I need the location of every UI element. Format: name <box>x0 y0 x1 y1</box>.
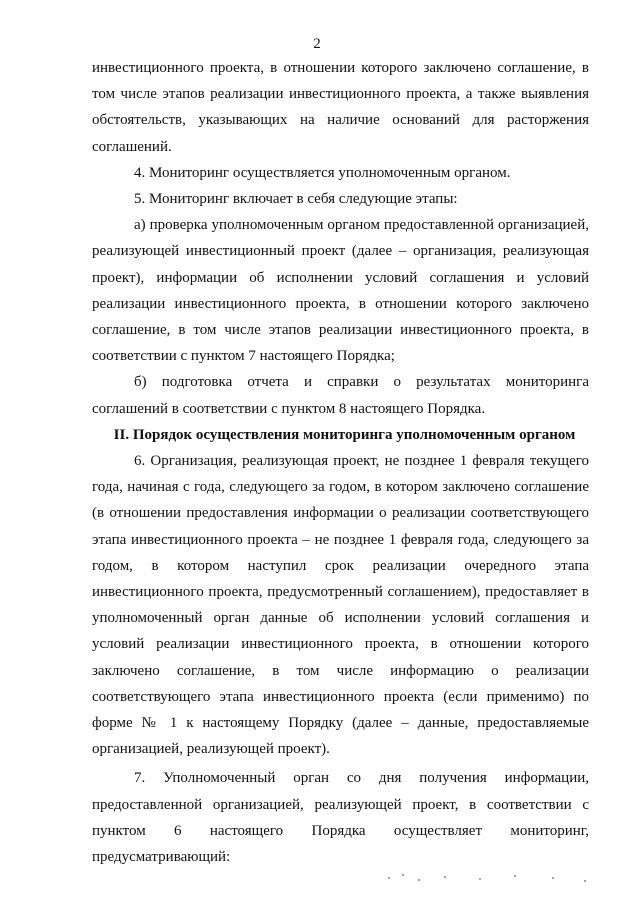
paragraph-item-4: 4. Мониторинг осуществляется уполномоченным органом. <box>134 164 511 181</box>
paragraph-item-7: 7. Уполномоченный орган со дня получения информации, предоставленной организацией, реализующей проект, в соответствии с пунктом 6 настоящего Порядка осуществляет мониторинг, предусматривающий: <box>92 770 589 866</box>
document-body <box>92 55 589 870</box>
paragraph-item-5: 5. Мониторинг включает в себя следующие этапы: <box>134 191 458 208</box>
scan-noise <box>384 871 604 885</box>
section-heading: II. Порядок осуществления мониторинга уполномоченным органом <box>113 426 576 443</box>
page-number: 2 <box>313 36 321 52</box>
paragraph-item-6: 6. Организация, реализующая проект, не позднее 1 февраля текущего года, начиная с года, следующего за годом, в котором заключено соглашение (в отношении предоставления информации о реализации соответствующего этапа инвестиционного проекта – не позднее 1 февраля года, следующего за годом, в котором наступил срок реализации очередного этапа инвестиционного проекта, предусмотренный соглашением), предоставляет в уполномоченный орган данные об исполнении условий соглашения и условий реализации инвестиционного проекта, в отношении которого заключено соглашение, в том числе информацию о реализации соответствующего этапа инвестиционного проекта (если применимо) по форме № 1 к настоящему Порядку (далее – данные, предоставляемые организацией, реализующей проект). <box>92 453 589 758</box>
paragraph-subitem-b: б) подготовка отчета и справки о результатах мониторинга соглашений в соответствии с пунктом 8 настоящего Порядка. <box>92 374 589 417</box>
paragraph-subitem-a: а) проверка уполномоченным органом предоставленной организацией, реализующей инвестиционный проект (далее – организация, реализующая проект), информации об исполнении условий соглашения и условий реализации инвестиционного проекта, в отношении которого заключено соглашение, в том числе этапов реализации инвестиционного проекта, в соответствии с пунктом 7 настоящего Порядка; <box>92 217 589 365</box>
paragraph-continuation: инвестиционного проекта, в отношении которого заключено соглашение, в том числе этапов реализации инвестиционного проекта, а также выявления обстоятельств, указывающих на наличие оснований для расторжения соглашений. <box>92 60 589 155</box>
